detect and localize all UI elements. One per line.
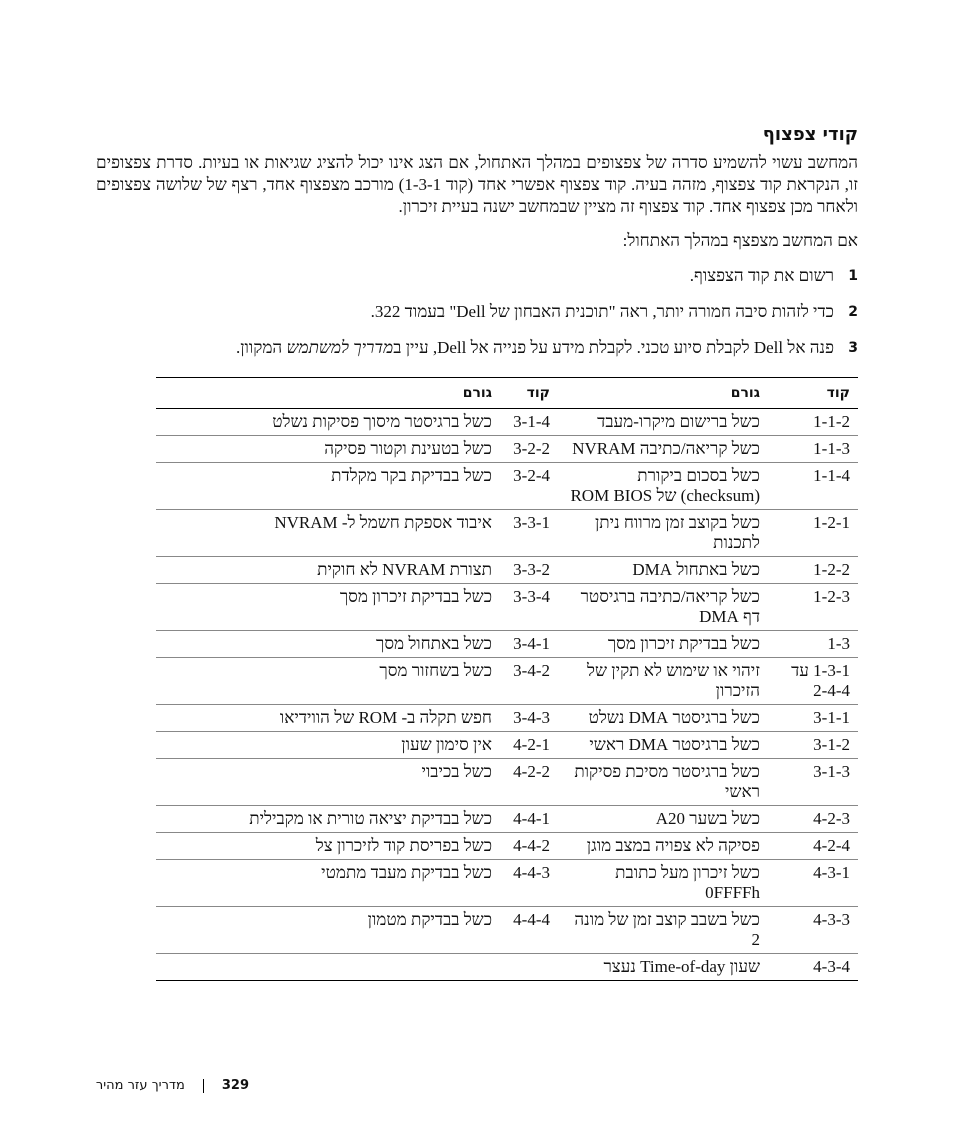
code-cell: 1-2-2 [813, 560, 850, 579]
code-cell: 4-3-4 [813, 957, 850, 976]
cause-cell: כשל ברישום מיקרו-מעבד [597, 412, 760, 431]
code-cell: 3-1-1 [813, 708, 850, 727]
code-cell: 3-2-4 [513, 466, 550, 485]
table-header-row [156, 378, 858, 409]
code-cell: 4-2-1 [513, 735, 550, 754]
cause-cell: זיהוי או שימוש לא תקין של הזיכרון [587, 661, 760, 700]
cause-cell: כשל בשבב קוצב זמן של מונה 2 [574, 910, 760, 949]
page-footer [96, 1078, 249, 1093]
cause-cell: כשל ברגיסטר DMA ראשי [589, 735, 760, 754]
table-row [156, 833, 858, 860]
step-number: 2 [848, 304, 858, 320]
header-cause: גורם [558, 378, 768, 409]
cause-cell: איבוד אספקת חשמל ל- NVRAM [274, 513, 492, 532]
cause-cell: כשל בבדיקת מטמון [367, 910, 492, 929]
table-row [156, 436, 858, 463]
table-row [156, 954, 858, 981]
code-cell: 3-4-1 [513, 634, 550, 653]
code-cell: 1-2-1 [813, 513, 850, 532]
code-cell: 3-2-2 [513, 439, 550, 458]
step-text: רשום את קוד הצפצוף. [689, 266, 834, 285]
table-row [156, 860, 858, 907]
table-row [156, 907, 858, 954]
step-text: כדי לזהות סיבה חמורה יותר, ראה "תוכנית האבחון של Dell" בעמוד 322. [370, 302, 834, 321]
steps-list [96, 266, 858, 374]
code-cell: 3-1-2 [813, 735, 850, 754]
step-text: פנה אל Dell לקבלת סיוע טכני. לקבלת מידע על פנייה אל Dell, עיין במדריך למשתמש המקוון. [235, 338, 834, 357]
cause-cell: תצורת NVRAM לא חוקית [317, 560, 492, 579]
code-cell: 4-2-3 [813, 809, 850, 828]
code-cell: 3-1-3 [813, 762, 850, 781]
code-cell: 3-4-2 [513, 661, 550, 680]
cause-cell: כשל קריאה/כתיבה NVRAM [572, 439, 760, 458]
header-code: קוד [500, 378, 558, 409]
cause-cell: כשל בבדיקת בקר מקלדת [331, 466, 492, 485]
code-cell: 4-3-1 [813, 863, 850, 882]
code-cell: 1-1-2 [813, 412, 850, 431]
code-cell: 4-4-1 [513, 809, 550, 828]
cause-cell: כשל בסכום ביקורת (checksum) של ROM BIOS [570, 466, 760, 505]
table-row [156, 759, 858, 806]
cause-cell: שעון Time-of-day נעצר [603, 957, 760, 976]
code-cell: 3-4-3 [513, 708, 550, 727]
step-number: 3 [848, 340, 858, 356]
code-cell: 3-1-4 [513, 412, 550, 431]
cause-cell: כשל בפריסת קוד לזיכרון צל [315, 836, 492, 855]
table-row [156, 584, 858, 631]
beep-code-table [156, 377, 858, 981]
cause-cell: כשל בקוצב זמן מרווח ניתן לתכנות [594, 513, 760, 552]
cause-cell: כשל בטעינת וקטור פסיקה [324, 439, 492, 458]
code-cell: 1-3-1 עד 2-4-4 [791, 661, 850, 700]
table-row [156, 705, 858, 732]
code-cell: 1-2-3 [813, 587, 850, 606]
cause-cell: כשל בבדיקת זיכרון מסך [607, 634, 760, 653]
table-row [156, 557, 858, 584]
code-cell: 4-2-2 [513, 762, 550, 781]
cause-cell: כשל קריאה/כתיבה ברגיסטר דף DMA [580, 587, 760, 626]
code-cell: 4-4-2 [513, 836, 550, 855]
cause-cell: כשל זיכרון מעל כתובת 0FFFFh [615, 863, 760, 902]
code-cell: 1-1-4 [813, 466, 850, 485]
cause-cell: כשל באתחול מסך [375, 634, 492, 653]
code-cell: 3-3-4 [513, 587, 550, 606]
step-item [96, 338, 858, 358]
user-guide-title: מדריך למשתמש [286, 338, 394, 357]
code-cell: 3-3-1 [513, 513, 550, 532]
cause-cell: כשל בשער A20 [655, 809, 760, 828]
table-row [156, 463, 858, 510]
code-cell: 1-1-3 [813, 439, 850, 458]
footer-title: מדריך עזר מהיר [95, 1078, 185, 1093]
lead-text: אם המחשב מצפצף במהלך האתחול: [622, 231, 858, 250]
cause-cell: כשל בבדיקת זיכרון מסך [339, 587, 492, 606]
cause-cell: כשל בכיבוי [421, 762, 492, 781]
code-cell: 4-4-4 [513, 910, 550, 929]
cause-cell [156, 954, 500, 981]
cause-cell: כשל ברגיסטר מיסוך פסיקות נשלט [272, 412, 492, 431]
page-number: 329 [221, 1078, 249, 1093]
code-cell: 4-2-4 [813, 836, 850, 855]
cause-cell: כשל בשחזור מסך [379, 661, 492, 680]
cause-cell: חפש תקלה ב- ROM של הווידיאו [279, 708, 492, 727]
step-item [96, 302, 858, 322]
cause-cell: כשל בבדיקת יציאה טורית או מקבילית [249, 809, 492, 828]
table-row [156, 658, 858, 705]
code-cell: 1-3 [827, 634, 850, 653]
table-row [156, 510, 858, 557]
cause-cell: כשל ברגיסטר מסיכת פסיקות ראשי [574, 762, 760, 801]
intro-paragraph [96, 152, 858, 218]
code-cell: 3-3-2 [513, 560, 550, 579]
cause-cell: פסיקה לא צפויה במצב מוגן [586, 836, 760, 855]
cause-cell: כשל בבדיקת מעבד מתמטי [321, 863, 492, 882]
code-cell [500, 954, 558, 981]
step-item [96, 266, 858, 286]
table-row [156, 732, 858, 759]
table-row [156, 806, 858, 833]
header-cause: גורם [156, 378, 500, 409]
cause-cell: כשל ברגיסטר DMA נשלט [588, 708, 760, 727]
step-number: 1 [848, 268, 858, 284]
section-heading: קודי צפצוף [762, 124, 858, 145]
code-cell: 4-4-3 [513, 863, 550, 882]
table-row [156, 409, 858, 436]
cause-cell: כשל באתחול DMA [632, 560, 760, 579]
cause-cell: אין סימון שעון [401, 735, 492, 754]
header-code: קוד [768, 378, 858, 409]
footer-divider [203, 1079, 204, 1093]
code-cell: 4-3-3 [813, 910, 850, 929]
table-row [156, 631, 858, 658]
intro-text: המחשב עשוי להשמיע סדרה של צפצופים במהלך האתחול, אם הצג אינו יכול להציג שגיאות או בעיות. סדרת צפצופים זו, הנקראת קוד צפצוף, מזהה בעיה. קוד צפצוף אפשרי אחד (קוד 1-3-1) מורכב מצפצוף אחד, רצף של שלושה צפצופים ולאחר מכן צפצוף אחד. קוד צפצוף זה מציין שבמחשב ישנה בעיית זיכרון. [96, 153, 858, 216]
